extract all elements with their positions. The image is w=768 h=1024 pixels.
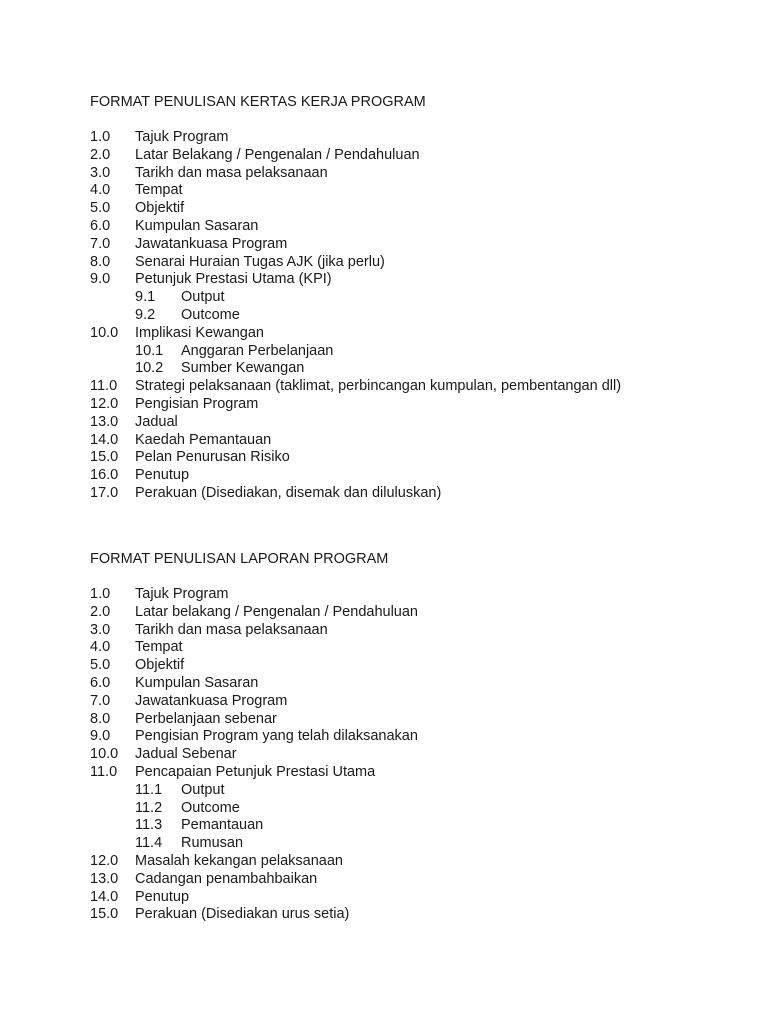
- item-text: Perakuan (Disediakan, disemak dan diluluskan): [135, 484, 442, 501]
- list-item: [90, 622, 730, 640]
- list-item: [90, 467, 730, 485]
- list-item: [90, 182, 730, 200]
- item-number: 11.1: [135, 781, 163, 798]
- list-item: [90, 853, 730, 871]
- item-text: Perbelanjaan sebenar: [135, 710, 277, 727]
- list-item: [90, 764, 730, 782]
- item-text: Tempat: [135, 182, 183, 199]
- list-item: [90, 129, 730, 147]
- item-text: Petunjuk Prestasi Utama (KPI): [135, 271, 332, 288]
- list-item: [90, 711, 730, 729]
- list-sub-item: [90, 307, 730, 325]
- item-number: 11.2: [135, 799, 163, 816]
- item-number: 11.4: [135, 835, 163, 852]
- kertas-kerja-section: [90, 93, 730, 503]
- item-text: Perakuan (Disediakan urus setia): [135, 906, 350, 923]
- item-text: Pengisian Program yang telah dilaksanakan: [135, 728, 418, 745]
- item-text: Kumpulan Sasaran: [135, 217, 259, 234]
- list-item: [90, 218, 730, 236]
- item-text: Implikasi Kewangan: [135, 324, 264, 341]
- list-item: [90, 165, 730, 183]
- item-number: 4.0: [90, 639, 111, 656]
- item-text: Penutup: [135, 888, 190, 905]
- item-text: Tarikh dan masa pelaksanaan: [135, 621, 328, 638]
- item-number: 10.2: [135, 360, 164, 377]
- list-item: [90, 271, 730, 289]
- item-number: 7.0: [90, 235, 111, 252]
- item-number: 9.2: [135, 306, 156, 323]
- item-text: Pengisian Program: [135, 395, 259, 412]
- list-item: [90, 236, 730, 254]
- item-number: 14.0: [90, 431, 119, 448]
- item-number: 2.0: [90, 603, 111, 620]
- list-sub-item: [90, 817, 730, 835]
- item-text: Output: [181, 289, 225, 306]
- item-number: 10.0: [90, 324, 119, 341]
- item-text: Tempat: [135, 639, 183, 656]
- item-number: 4.0: [90, 182, 111, 199]
- list-item: [90, 485, 730, 503]
- list-item: [90, 378, 730, 396]
- item-number: 11.0: [90, 763, 118, 780]
- list-sub-item: [90, 835, 730, 853]
- item-text: Penutup: [135, 467, 190, 484]
- item-number: 13.0: [90, 870, 119, 887]
- item-text: Kaedah Pemantauan: [135, 431, 272, 448]
- list-item: [90, 586, 730, 604]
- list-item: [90, 728, 730, 746]
- item-number: 17.0: [90, 484, 119, 501]
- list-item: [90, 693, 730, 711]
- list-item: [90, 432, 730, 450]
- item-number: 9.0: [90, 271, 111, 288]
- item-text: Pelan Penurusan Risiko: [135, 449, 290, 466]
- item-number: 1.0: [90, 129, 111, 145]
- item-number: 11.0: [90, 378, 118, 395]
- laporan-section: [90, 550, 730, 924]
- item-text: Strategi pelaksanaan (taklimat, perbincangan kumpulan, pembentangan dll): [135, 378, 622, 395]
- kertas-kerja-title: FORMAT PENULISAN KERTAS KERJA PROGRAM: [90, 94, 426, 110]
- list-item: [90, 200, 730, 218]
- item-number: 13.0: [90, 413, 119, 430]
- item-number: 9.1: [135, 289, 156, 306]
- list-item: [90, 604, 730, 622]
- item-text: Pemantauan: [181, 817, 264, 834]
- list-item: [90, 396, 730, 414]
- item-number: 5.0: [90, 200, 111, 217]
- list-sub-item: [90, 782, 730, 800]
- item-text: Jawatankuasa Program: [135, 235, 288, 252]
- list-item: [90, 871, 730, 889]
- item-number: 16.0: [90, 467, 119, 484]
- list-item: [90, 639, 730, 657]
- item-text: Tajuk Program: [135, 129, 229, 145]
- item-text: Jadual Sebenar: [135, 746, 237, 763]
- item-text: Outcome: [181, 306, 240, 323]
- list-item: [90, 325, 730, 343]
- item-text: Tajuk Program: [135, 586, 229, 602]
- item-number: 10.1: [135, 342, 164, 359]
- item-number: 15.0: [90, 906, 119, 923]
- item-text: Output: [181, 781, 225, 798]
- list-sub-item: [90, 289, 730, 307]
- list-sub-item: [90, 360, 730, 378]
- item-text: Cadangan penambahbaikan: [135, 870, 318, 887]
- laporan-title: FORMAT PENULISAN LAPORAN PROGRAM: [90, 551, 389, 567]
- item-text: Tarikh dan masa pelaksanaan: [135, 164, 328, 181]
- item-number: 2.0: [90, 146, 111, 163]
- item-number: 3.0: [90, 164, 111, 181]
- item-text: Rumusan: [181, 835, 244, 852]
- list-item: [90, 147, 730, 165]
- list-item: [90, 906, 730, 924]
- item-text: Anggaran Perbelanjaan: [181, 342, 334, 359]
- item-number: 6.0: [90, 674, 111, 691]
- kertas-kerja-list: [90, 129, 730, 503]
- item-text: Objektif: [135, 200, 185, 217]
- item-text: Masalah kekangan pelaksanaan: [135, 852, 343, 869]
- list-sub-item: [90, 343, 730, 361]
- list-item: [90, 746, 730, 764]
- item-text: Pencapaian Petunjuk Prestasi Utama: [135, 763, 376, 780]
- item-number: 14.0: [90, 888, 119, 905]
- item-number: 9.0: [90, 728, 111, 745]
- item-number: 1.0: [90, 586, 111, 602]
- item-number: 12.0: [90, 395, 119, 412]
- item-number: 11.3: [135, 817, 163, 834]
- item-text: Jawatankuasa Program: [135, 692, 288, 709]
- list-item: [90, 675, 730, 693]
- list-item: [90, 254, 730, 272]
- item-number: 5.0: [90, 657, 111, 674]
- laporan-list: [90, 586, 730, 924]
- item-text: Kumpulan Sasaran: [135, 674, 259, 691]
- item-number: 6.0: [90, 217, 111, 234]
- item-text: Sumber Kewangan: [181, 360, 305, 377]
- item-text: Outcome: [181, 799, 240, 816]
- item-text: Jadual: [135, 413, 178, 430]
- list-item: [90, 449, 730, 467]
- list-sub-item: [90, 800, 730, 818]
- list-item: [90, 657, 730, 675]
- item-number: 8.0: [90, 710, 111, 727]
- item-text: Senarai Huraian Tugas AJK (jika perlu): [135, 253, 385, 270]
- item-number: 3.0: [90, 621, 111, 638]
- item-number: 10.0: [90, 746, 119, 763]
- item-text: Latar Belakang / Pengenalan / Pendahuluan: [135, 146, 420, 163]
- list-item: [90, 889, 730, 907]
- item-text: Objektif: [135, 657, 185, 674]
- item-number: 7.0: [90, 692, 111, 709]
- item-number: 12.0: [90, 852, 119, 869]
- item-number: 15.0: [90, 449, 119, 466]
- list-item: [90, 414, 730, 432]
- item-number: 8.0: [90, 253, 111, 270]
- item-text: Latar belakang / Pengenalan / Pendahuluan: [135, 603, 418, 620]
